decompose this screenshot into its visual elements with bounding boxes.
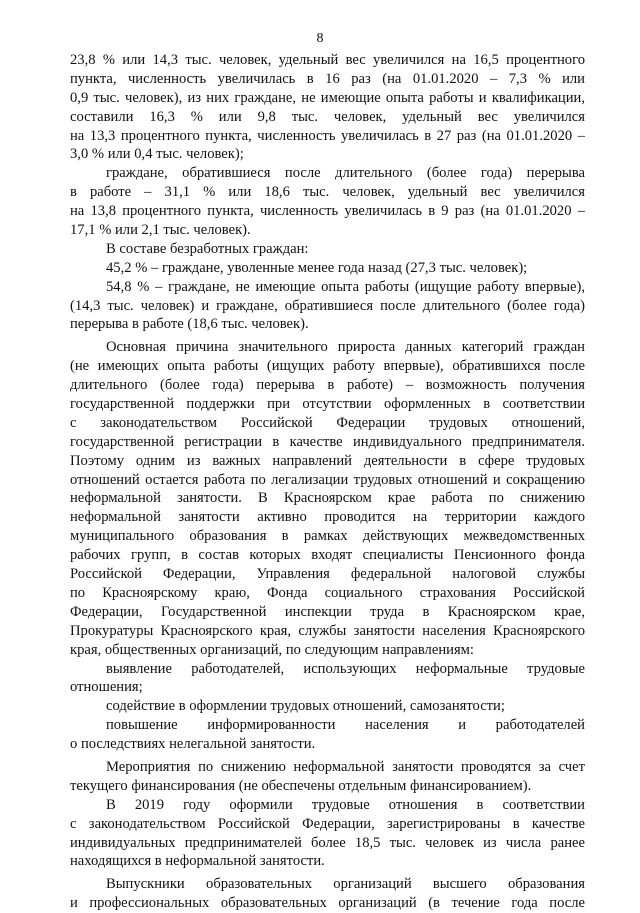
text-line: содействие в оформлении трудовых отношений, самозанятости; <box>106 698 505 715</box>
text-line: 3,0 % или 0,4 тыс. человек); <box>70 146 244 163</box>
text-line: выявление работодателей, использующих неформальные трудовые <box>106 660 585 677</box>
text-line: по Красноярскому краю, Фонда социального страхования Российской <box>70 584 585 601</box>
text-line: Основная причина значительного прироста данных категорий граждан <box>106 339 585 356</box>
text-line: муниципального образования в рамках действующих межведомственных <box>70 528 585 545</box>
text-line: государственной поддержки при отсутствии оформленных в соответствии <box>70 396 585 413</box>
text-line: (не имеющих опыта работы (ищущих работу впервые), обратившихся после <box>70 358 585 375</box>
text-line: Федерации, Государственной инспекции труда в Красноярском крае, <box>70 603 585 620</box>
text-line: с законодательством Российской Федерации трудовых отношений, <box>70 414 585 431</box>
text-line: и профессиональных образовательных организаций (в течение года после <box>70 895 585 912</box>
text-line: края, общественных организаций, по следующим направлениям: <box>70 641 474 658</box>
text-line: отношений остается работа по легализации трудовых отношений и сокращению <box>70 471 585 488</box>
text-line: В составе безработных граждан: <box>106 240 309 257</box>
text-line: перерыва в работе (18,6 тыс. человек). <box>70 316 309 333</box>
text-line: 0,9 тыс. человек), из них граждане, не имеющие опыта работы и квалификации, <box>70 89 585 106</box>
text-line: 17,1 % или 2,1 тыс. человек). <box>70 222 251 239</box>
document-body <box>70 51 585 913</box>
text-line: длительного (более года) перерыва в работе) – возможность получения <box>70 377 585 394</box>
text-line: Выпускники образовательных организаций высшего образования <box>106 876 585 893</box>
text-line: государственной регистрации в качестве индивидуального предпринимателя. <box>70 433 585 450</box>
text-line: составили 16,3 % или 9,8 тыс. человек, удельный вес увеличился <box>70 108 585 125</box>
text-line: неформальной занятости активно проводится на территории каждого <box>70 509 585 526</box>
text-line: граждане, обратившиеся после длительного (более года) перерыва <box>106 165 585 182</box>
page-number: 8 <box>316 31 324 46</box>
text-line: (14,3 тыс. человек) и граждане, обратившиеся после длительного (более года) <box>70 297 585 314</box>
text-line: 23,8 % или 14,3 тыс. человек, удельный вес увеличился на 16,5 процентного <box>70 52 585 68</box>
text-line: Российской Федерации, Управления федеральной налоговой службы <box>70 566 585 583</box>
text-line: Прокуратуры Красноярского края, службы занятости населения Красноярского <box>70 622 585 639</box>
text-line: 54,8 % – граждане, не имеющие опыта работы (ищущие работу впервые), <box>106 278 585 295</box>
text-line: рабочих групп, в состав которых входят специалисты Пенсионного фонда <box>70 547 585 564</box>
text-line: в работе – 31,1 % или 18,6 тыс. человек, удельный вес увеличился <box>70 184 585 201</box>
text-line: Мероприятия по снижению неформальной занятости проводятся за счет <box>106 758 585 775</box>
text-line: индивидуальных предпринимателей более 18,5 тыс. человек из числа ранее <box>70 834 585 851</box>
text-line: на 13,3 процентного пункта, численность увеличилась в 27 раз (на 01.01.2020 – <box>70 127 585 144</box>
text-line: о последствиях нелегальной занятости. <box>70 736 316 753</box>
text-line: находящихся в неформальной занятости. <box>70 853 325 870</box>
text-line: отношения; <box>70 679 143 696</box>
text-line: с законодательством Российской Федерации, зарегистрированы в качестве <box>70 815 585 832</box>
text-line: В 2019 году оформили трудовые отношения в соответствии <box>106 796 585 813</box>
text-line: повышение информированности населения и работодателей <box>106 717 585 734</box>
text-line: Поэтому одним из важных направлений деятельности в сфере трудовых <box>70 452 585 469</box>
text-line: 45,2 % – граждане, уволенные менее года назад (27,3 тыс. человек); <box>106 259 528 276</box>
text-line: пункта, численность увеличилась в 16 раз (на 01.01.2020 – 7,3 % или <box>70 70 585 87</box>
text-line: на 13,8 процентного пункта, численность увеличилась в 9 раз (на 01.01.2020 – <box>70 203 585 220</box>
text-line: неформальной занятости. В Красноярском крае работа по снижению <box>70 490 585 507</box>
text-line: текущего финансирования (не обеспечены отдельным финансированием). <box>70 777 532 794</box>
